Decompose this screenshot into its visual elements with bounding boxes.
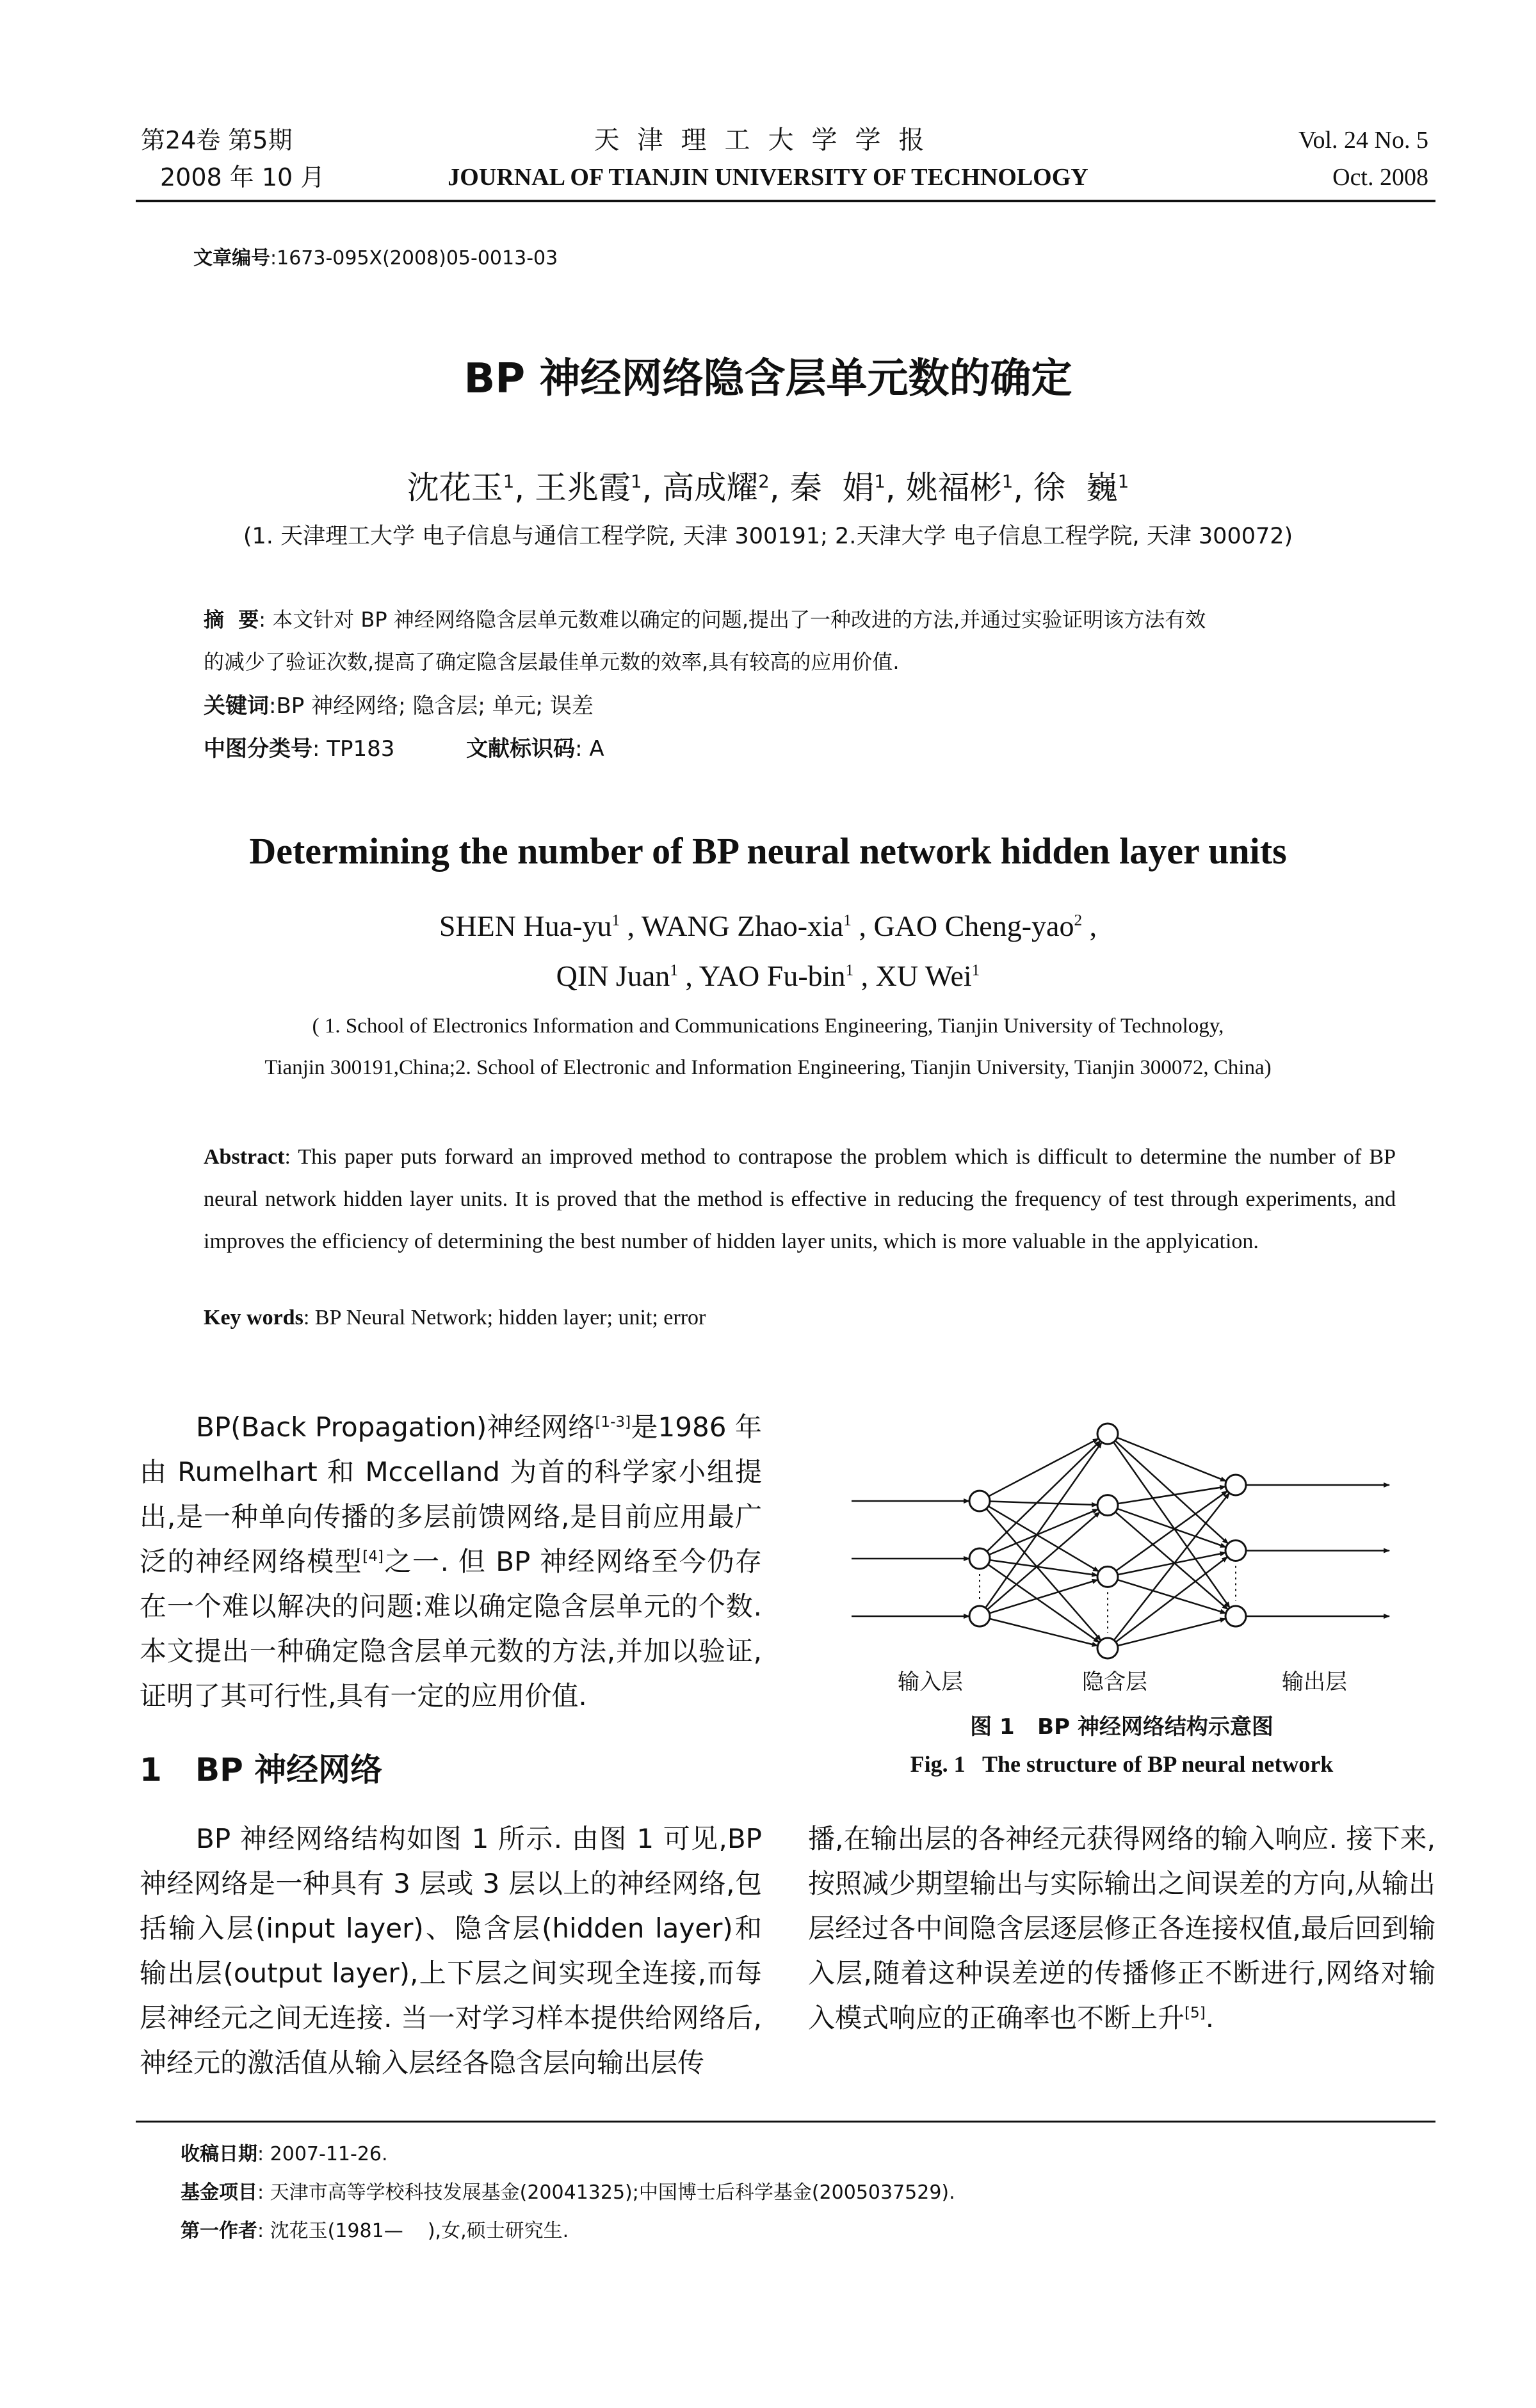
author-en: YAO Fu-bin$^1$	[699, 959, 854, 992]
author-en: XU Wei$^1$	[875, 959, 980, 992]
article-number	[193, 242, 558, 270]
authors-cn: 沈花玉$^1$, 王兆霞$^1$, 高成耀$^2$, 秦 娟$^1$, 姚福彬$^1$, 徐 巍$^1$	[407, 469, 1129, 506]
hidden-output-connection	[1116, 1491, 1227, 1571]
doc-code-label: 文献标识码	[466, 736, 576, 762]
issue-info-en	[1298, 122, 1428, 196]
hidden-output-connection	[1117, 1438, 1226, 1481]
author-cn: 高成耀$^2$	[662, 469, 770, 506]
section1-right-paragraph: 播,在输出层的各神经元获得网络的输入响应. 接下来,按照减少期望输出与实际输出之间误差的方向,从输出层经过各中间隐含层逐层修正各连接权值,最后回到输入层,随着这种误差逆的传播修正不断进行,网络对输入模式响应的正确率也不断上升[5].	[808, 1823, 1435, 2034]
author-cn: 王兆霞$^1$	[535, 469, 642, 506]
keywords-en-value: : BP Neural Network; hidden layer; unit; error	[303, 1306, 706, 1329]
issue-date: 2008 年 10 月	[160, 163, 325, 191]
hidden-output-connection	[1115, 1512, 1228, 1609]
hidden-layer-label: 隐含层	[1082, 1669, 1147, 1695]
citation: [4]	[362, 1548, 384, 1565]
citation: [5]	[1184, 2005, 1206, 2021]
keywords-en-label: Key words	[204, 1306, 303, 1329]
input-hidden-connection	[987, 1512, 1100, 1609]
keywords-en	[204, 1306, 706, 1330]
issue-date-en: Oct. 2008	[1332, 164, 1428, 191]
input-hidden-connection	[989, 1438, 1099, 1496]
hidden-output-connection	[1114, 1493, 1229, 1641]
doc-code-value: : A	[575, 736, 604, 762]
journal-name-cn: 天津理工大学学报	[594, 125, 942, 155]
classification	[204, 731, 604, 762]
abstract-cn-line1: : 本文针对 BP 神经网络隐含层单元数难以确定的问题,提出了一种改进的方法,并通过实验证明该方法有效	[259, 607, 1206, 632]
author-cn: 沈花玉$^1$	[407, 469, 515, 506]
author-en: QIN Juan$^1$	[556, 959, 678, 992]
intro-paragraph: BP(Back Propagation)神经网络[1-3]是1986 年由 Rumelhart 和 Mccelland 为首的科学家小组提出,是一种单向传播的多层前馈网络,是目前应用最广泛的神经网络模型[4]之一. 但 BP 神经网络至今仍存在一个难以解决的问题:难以确定隐含层单元的个数. 本文提出一种确定隐含层单元数的方法,并加以验证,证明了其可行性,具有一定的应用价值.	[140, 1411, 762, 1712]
figure-caption-en: Fig. 1 The structure of BP neural network	[910, 1751, 1334, 1777]
output-neuron	[1225, 1541, 1246, 1561]
output-neuron	[1225, 1475, 1246, 1495]
hidden-neuron	[1097, 1424, 1118, 1444]
keywords-cn-value: :BP 神经网络; 隐含层; 单元; 误差	[269, 693, 594, 719]
author-en: SHEN Hua-$yu^1$	[439, 910, 620, 942]
footnote-received: 收稿日期: 2007-11-26.	[181, 2143, 388, 2165]
hidden-neuron	[1097, 1566, 1118, 1587]
article-number-label: 文章编号	[193, 247, 270, 269]
title-en: Determining the number of BP neural network hidden layer units	[249, 830, 1287, 872]
affiliation-en-line1: ( 1. School of Electronics Information and Communications Engineering, Tianjin University of Technology,	[312, 1015, 1224, 1038]
footnote-fund: 基金项目: 天津市高等学校科技发展基金(20041325);中国博士后科学基金(2005037529).	[181, 2181, 955, 2204]
input-neuron	[969, 1548, 990, 1569]
abstract-en-text: : This paper puts forward an improved method to contrapose the problem which is difficult to determine the number of BP neural network hidden layer units. It is proved that the method is effective in reducing the frequency of test through experiments, and improves the efficiency of determining the best number of hidden layer units, which is more valuable in the applyication.	[204, 1145, 1396, 1253]
abstract-en	[204, 1136, 1396, 1263]
volume-issue-en: Vol. 24 No. 5	[1298, 127, 1428, 154]
volume-issue: 第24卷 第5期	[141, 126, 293, 154]
abstract-en-label: Abstract	[204, 1145, 285, 1169]
input-hidden-connection	[990, 1560, 1097, 1575]
input-layer-label: 输入层	[898, 1669, 963, 1695]
input-hidden-connection	[987, 1441, 1100, 1552]
input-hidden-connection	[990, 1619, 1098, 1646]
clc-value: : TP183	[312, 736, 395, 762]
input-hidden-connection	[988, 1564, 1099, 1642]
output-layer-label: 输出层	[1282, 1669, 1347, 1695]
hidden-neuron	[1097, 1638, 1118, 1658]
input-neuron	[969, 1606, 990, 1626]
footnote-rule	[136, 2121, 1435, 2123]
keywords-cn	[204, 688, 594, 719]
affiliation-en-line2: Tianjin 300191,China;2. School of Electronic and Information Engineering, Tianjin University, Tianjin 300072, China)	[264, 1056, 1272, 1079]
input-hidden-connection	[990, 1502, 1097, 1505]
hidden-output-connection	[1118, 1619, 1226, 1646]
neural-network-diagram	[826, 1395, 1415, 1664]
hidden-output-connection	[1117, 1580, 1225, 1613]
authors-en-line1: SHEN Hua-$yu^1$ , WANG Zhao-xia$^1$ , GAO Cheng-yao$^2$ ,	[439, 910, 1097, 942]
author-en: GAO Cheng-yao$^2$	[873, 910, 1083, 942]
hidden-neuron	[1097, 1495, 1118, 1516]
author-cn: 姚福彬$^1$	[905, 469, 1014, 506]
input-neuron	[969, 1491, 990, 1511]
section1-left-paragraph: BP 神经网络结构如图 1 所示. 由图 1 可见,BP 神经网络是一种具有 3 层或 3 层以上的神经网络,包括输入层(input layer)、隐含层(hidden layer)和输出层(output layer),上下层之间实现全连接,而每层神经元之间无连接. 当一对学习样本提供给网络后,神经元的激活值从输入层经各隐含层向输出层传	[140, 1823, 762, 2078]
hidden-output-connection	[1118, 1487, 1225, 1504]
keywords-cn-label: 关键词	[204, 693, 269, 719]
article-number-value: :1673-095X(2008)05-0013-03	[270, 247, 558, 269]
section-heading: 1 BP 神经网络	[140, 1751, 383, 1788]
title-cn: BP 神经网络隐含层单元数的确定	[464, 355, 1072, 403]
author-cn: 秦 娟$^1$	[789, 469, 885, 506]
figure-1	[826, 1395, 1415, 1715]
author-cn: 徐 巍$^1$	[1033, 469, 1129, 506]
abstract-cn-line2: 的减少了验证次数,提高了确定隐含层最佳单元数的效率,具有较高的应用价值.	[204, 650, 900, 674]
abstract-cn	[204, 598, 1396, 683]
clc-label: 中图分类号	[204, 736, 312, 762]
abstract-cn-label: 摘 要	[204, 607, 259, 632]
hidden-output-connection	[1116, 1557, 1228, 1642]
output-neuron	[1225, 1606, 1246, 1626]
affiliation-cn: (1. 天津理工大学 电子信息与通信工程学院, 天津 300191; 2.天津大学 电子信息工程学院, 天津 300072)	[243, 524, 1293, 549]
authors-en-line2: QIN Juan$^1$ , YAO Fu-bin$^1$ , XU Wei$^1$	[556, 959, 980, 992]
figure-caption-cn: 图 1 BP 神经网络结构示意图	[970, 1714, 1273, 1740]
author-en: WANG Zhao-xia$^1$	[641, 910, 852, 942]
citation: [1-3]	[595, 1414, 631, 1431]
journal-name-en: JOURNAL OF TIANJIN UNIVERSITY OF TECHNOLOGY	[448, 164, 1088, 191]
header-rule	[136, 200, 1435, 202]
footnote-first-author: 第一作者: 沈花玉(1981— ),女,硕士研究生.	[181, 2220, 569, 2242]
input-hidden-connection	[989, 1580, 1097, 1613]
